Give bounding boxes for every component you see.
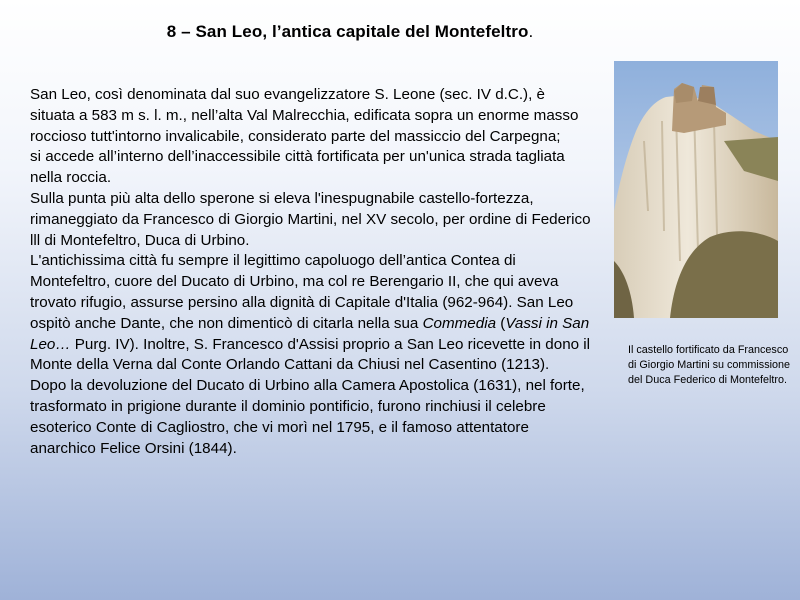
paragraph-prison: Dopo la devoluzione del Ducato di Urbino alla Camera Apostolica (1631), nel forte, trasformato in prigione durante il dominio pontificio, furono rinchiusi il celebre esoterico Conte di Cagliostro, che vi morì nel 1795, e il famoso attentatore anarchico Felice Orsini (1844).: [30, 377, 585, 457]
slide-title: [0, 22, 700, 42]
dante-quote: Vassi in San Leo…: [30, 314, 590, 353]
castle-photo: [614, 61, 778, 318]
paragraph-intro: San Leo, così denominata dal suo evangelizzatore S. Leone (sec. IV d.C.), è situata a 583 m s. l. m., nell’alta Val Malrecchia, edificata sopra un enorme masso roccioso tutt'intorno invalicabile, considerato parte del massiccio del Carpegna;: [30, 86, 579, 145]
photo-caption: Il castello fortificato da Francesco di Giorgio Martini su commissione del Duca Federico di Montefeltro.: [628, 344, 791, 387]
body-text: [30, 85, 592, 459]
history-text-start: L'antichissima città fu sempre il legittimo capoluogo dell’antica Contea di Montefeltro, cuore del Ducato di Urbino, ma col re Berengario II, che qui aveva trovato rifugio, assurse persino alla dignità di Capitale d'Italia (962-964). San Leo ospitò anche Dante, che non dimenticò di citarla nella sua: [30, 252, 574, 332]
slide-title-text: 8 – San Leo, l’antica capitale del Montefeltro: [166, 22, 529, 41]
history-open-paren: (: [496, 314, 506, 332]
castle-photo-image: [614, 61, 778, 318]
slide-title-period: .: [528, 22, 534, 41]
commedia-title: Commedia: [422, 314, 497, 332]
paragraph-history: [30, 251, 592, 376]
history-text-end: Purg. IV). Inoltre, S. Francesco d'Assisi proprio a San Leo ricevette in dono il Monte della Verna dal Conte Orlando Cattani da Chiusi nel Casentino (1213).: [30, 335, 591, 374]
paragraph-castle: Sulla punta più alta dello sperone si eleva l'inespugnabile castello-fortezza, rimaneggiato da Francesco di Giorgio Martini, nel XV secolo, per ordine di Federico lll di Montefeltro, Duca di Urbino.: [30, 189, 591, 249]
paragraph-access: si accede all’interno dell’inaccessibile città fortificata per un'unica strada tagliata nella roccia.: [30, 148, 565, 187]
